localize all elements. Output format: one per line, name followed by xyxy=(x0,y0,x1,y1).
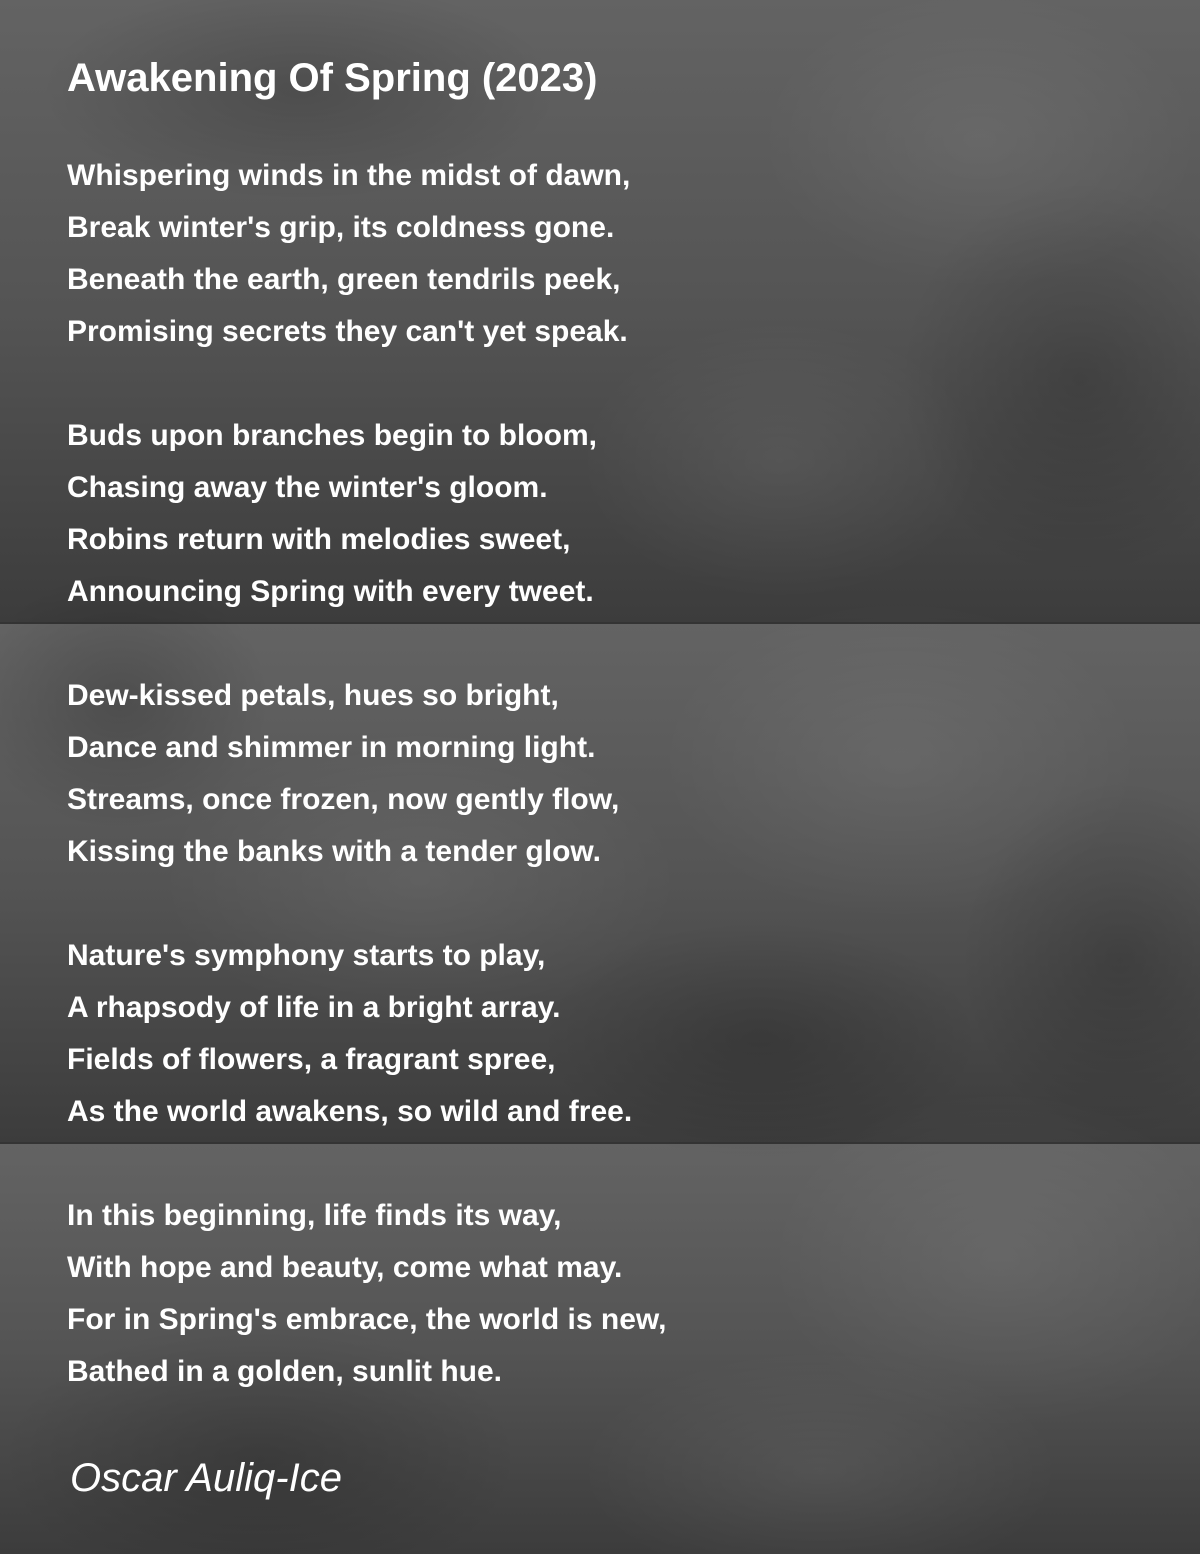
poem-line: Dew-kissed petals, hues so bright, xyxy=(67,679,559,712)
poem-line: Bathed in a golden, sunlit hue. xyxy=(67,1355,503,1388)
stanza-4 xyxy=(67,930,1167,1138)
poem-line: In this beginning, life finds its way, xyxy=(67,1199,562,1232)
stanza-3 xyxy=(67,670,1167,878)
poem-line: Kissing the banks with a tender glow. xyxy=(67,835,601,868)
stanza-5 xyxy=(67,1190,1167,1398)
poem-line: Robins return with melodies sweet, xyxy=(67,523,571,556)
poem-line: As the world awakens, so wild and free. xyxy=(67,1095,633,1128)
stanza-2 xyxy=(67,410,1167,618)
poem-body xyxy=(67,150,1167,1450)
poem-line: With hope and beauty, come what may. xyxy=(67,1251,623,1284)
poem-title: Awakening Of Spring (2023) xyxy=(67,56,598,100)
poem-line: For in Spring's embrace, the world is new, xyxy=(67,1303,667,1336)
poem-line: Promising secrets they can't yet speak. xyxy=(67,315,628,348)
poem-line: A rhapsody of life in a bright array. xyxy=(67,991,561,1024)
poem-author: Oscar Auliq-Ice xyxy=(70,1456,342,1500)
poem-line: Fields of flowers, a fragrant spree, xyxy=(67,1043,556,1076)
poem-line: Whispering winds in the midst of dawn, xyxy=(67,159,631,192)
stanza-1 xyxy=(67,150,1167,358)
poem-line: Buds upon branches begin to bloom, xyxy=(67,419,597,452)
poem-line: Dance and shimmer in morning light. xyxy=(67,731,596,764)
poem-line: Beneath the earth, green tendrils peek, xyxy=(67,263,621,296)
poem-line: Streams, once frozen, now gently flow, xyxy=(67,783,620,816)
poem-line: Nature's symphony starts to play, xyxy=(67,939,546,972)
poem-line: Chasing away the winter's gloom. xyxy=(67,471,548,504)
poem-line: Break winter's grip, its coldness gone. xyxy=(67,211,615,244)
poem-line: Announcing Spring with every tweet. xyxy=(67,575,594,608)
